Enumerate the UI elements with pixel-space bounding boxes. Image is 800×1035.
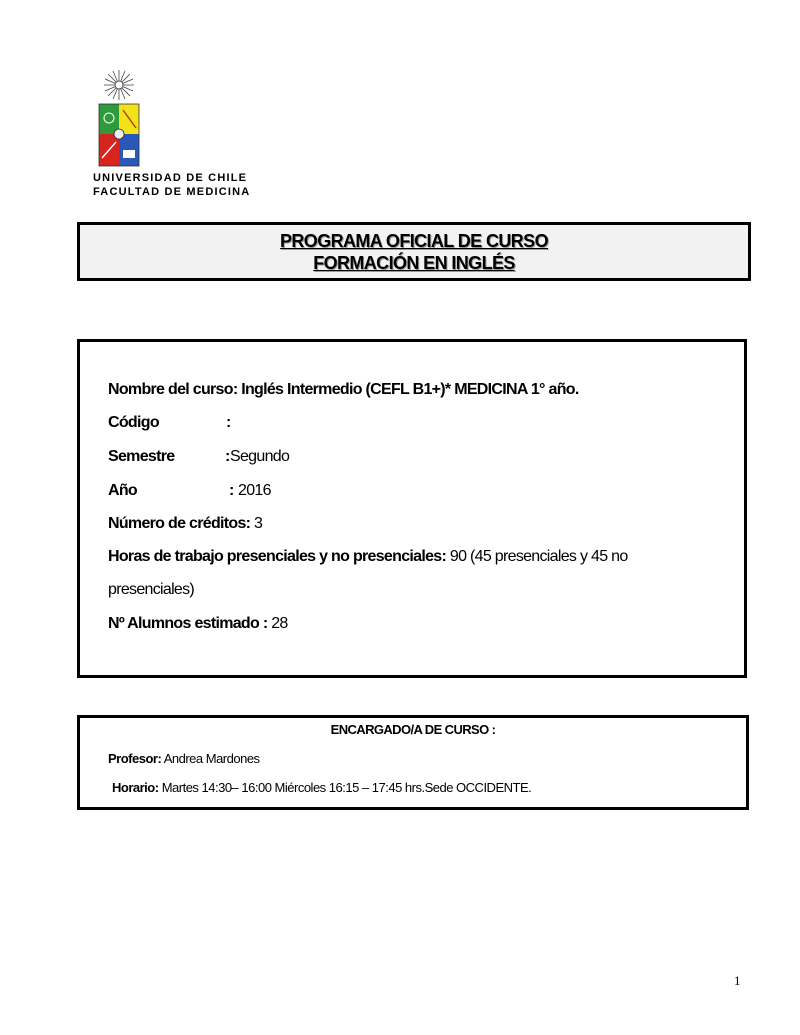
course-name-value: Inglés Intermedio (CEFL B1+)* MEDICINA 1° año. bbox=[241, 381, 579, 398]
code-row bbox=[108, 413, 231, 433]
program-title: PROGRAMA OFICIAL DE CURSO bbox=[279, 231, 548, 251]
code-separator: : bbox=[226, 414, 231, 431]
schedule-label: Horario: bbox=[112, 780, 159, 795]
year-value: 2016 bbox=[238, 482, 271, 499]
faculty-name: FACULTAD DE MEDICINA bbox=[93, 186, 251, 198]
hours-label: Horas de trabajo presenciales y no presenciales: bbox=[108, 548, 447, 565]
schedule-row bbox=[112, 780, 531, 795]
year-label: Año bbox=[108, 482, 138, 499]
title-box bbox=[77, 222, 751, 281]
semester-value: Segundo bbox=[230, 448, 290, 465]
professor-row bbox=[108, 751, 260, 766]
course-info-box bbox=[77, 339, 747, 678]
credits-row bbox=[108, 514, 262, 534]
schedule-value: Martes 14:30– 16:00 Miércoles 16:15 – 17:45 hrs.Sede OCCIDENTE. bbox=[161, 780, 532, 795]
hours-row bbox=[108, 547, 628, 567]
students-label: Nº Alumnos estimado : bbox=[108, 615, 268, 632]
course-name-label: Nombre del curso: bbox=[108, 381, 238, 398]
university-coat-of-arms-icon bbox=[96, 70, 142, 168]
professor-value: Andrea Mardones bbox=[163, 751, 260, 766]
students-row bbox=[108, 614, 288, 634]
program-subtitle: FORMACIÓN EN INGLÉS bbox=[313, 253, 515, 273]
hours-value: 90 (45 presenciales y 45 no bbox=[449, 548, 628, 565]
year-separator: : bbox=[229, 482, 234, 499]
semester-separator: : bbox=[225, 448, 230, 465]
credits-value: 3 bbox=[254, 515, 263, 532]
code-label: Código bbox=[108, 414, 159, 431]
coordinator-title: ENCARGADO/A DE CURSO : bbox=[330, 722, 496, 737]
page-number: 1 bbox=[734, 973, 741, 988]
students-value: 28 bbox=[271, 615, 288, 632]
semester-label: Semestre bbox=[108, 448, 175, 465]
university-name: UNIVERSIDAD DE CHILE bbox=[93, 172, 248, 184]
year-row bbox=[108, 481, 271, 501]
professor-label: Profesor: bbox=[108, 751, 162, 766]
course-name-row bbox=[108, 380, 579, 400]
course-coordinator-box bbox=[77, 715, 749, 810]
credits-label: Número de créditos: bbox=[108, 515, 251, 532]
hours-value-continuation: presenciales) bbox=[108, 581, 195, 598]
semester-row bbox=[108, 447, 290, 467]
